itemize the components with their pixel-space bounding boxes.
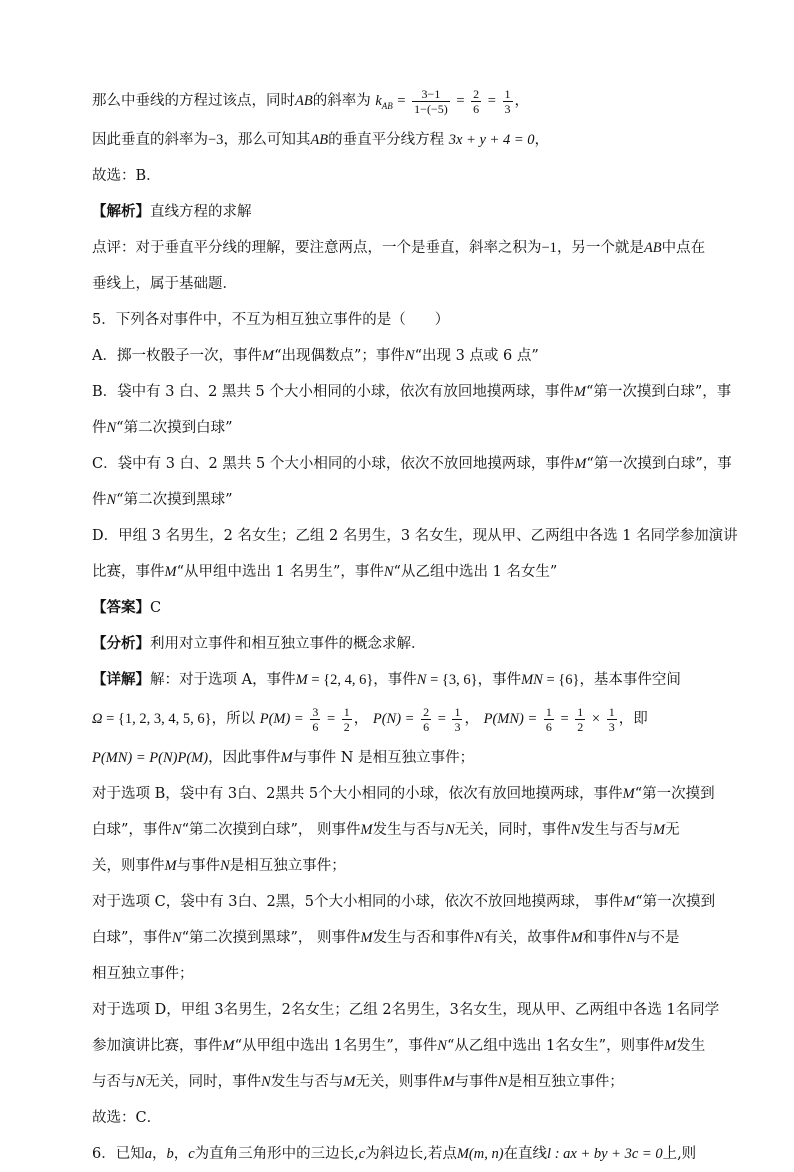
text: ，事件 bbox=[477, 672, 522, 688]
text-line: 故选：C． bbox=[92, 1110, 162, 1126]
math: N bbox=[498, 1074, 508, 1090]
text: “出现 3 点或 6 点” bbox=[414, 348, 539, 364]
text: 无关，同时，事件 bbox=[454, 822, 571, 838]
math: −1 bbox=[541, 240, 557, 256]
text: 为斜边长,若点 bbox=[365, 1146, 457, 1162]
text: 无 bbox=[665, 822, 680, 838]
text: “第一次摸到白球”，事 bbox=[586, 456, 732, 472]
text: ，另一个就是 bbox=[556, 240, 644, 256]
fraction bbox=[310, 705, 320, 734]
math: N bbox=[220, 858, 230, 874]
math: = bbox=[487, 93, 496, 109]
math: M bbox=[164, 858, 177, 874]
text: ， bbox=[534, 132, 549, 148]
text: C bbox=[150, 600, 162, 616]
text: 发生与否与 bbox=[580, 822, 653, 838]
numerator: 1 bbox=[343, 704, 350, 719]
math: M bbox=[573, 384, 586, 400]
text: 的斜率为 bbox=[312, 93, 371, 109]
text-line bbox=[92, 194, 704, 230]
math: c bbox=[188, 1146, 195, 1162]
math: c bbox=[358, 1146, 366, 1162]
text: 中点在 bbox=[661, 240, 706, 256]
text: ， bbox=[464, 711, 479, 727]
text-line bbox=[92, 230, 704, 266]
math: N bbox=[474, 930, 484, 946]
text: “第二次摸到白球”， 则事件 bbox=[181, 822, 361, 838]
math: N bbox=[570, 822, 581, 838]
text-line bbox=[92, 1028, 704, 1064]
text-line bbox=[92, 776, 715, 812]
math: Ω bbox=[92, 711, 103, 727]
denominator: 2 bbox=[343, 719, 350, 734]
math: N bbox=[135, 1074, 146, 1090]
math: AB bbox=[310, 132, 329, 148]
math: M bbox=[623, 894, 636, 910]
math: N bbox=[404, 348, 415, 364]
math: M bbox=[574, 456, 587, 472]
option-c bbox=[92, 446, 732, 482]
text: 与否与 bbox=[92, 1074, 136, 1090]
text: 白球”，事件 bbox=[92, 930, 172, 946]
math: M bbox=[360, 822, 373, 838]
math: M bbox=[652, 822, 666, 838]
option-b bbox=[92, 374, 732, 410]
text: 是相互独立事件； bbox=[229, 858, 346, 874]
math: M bbox=[222, 1038, 235, 1054]
option-a bbox=[92, 338, 704, 374]
text: “从甲组中选出 1名男生”，事件 bbox=[234, 1038, 438, 1054]
fraction bbox=[421, 705, 431, 734]
section-tag: 【分析】 bbox=[92, 635, 150, 652]
text-line: 相互独立事件； bbox=[92, 966, 194, 982]
fraction bbox=[607, 705, 617, 734]
math: l : ax + by + 3c = 0 bbox=[547, 1146, 663, 1162]
math: N bbox=[626, 930, 637, 946]
text-line bbox=[92, 920, 704, 956]
fraction bbox=[544, 705, 554, 734]
text: 为直角三角形中的三边长, bbox=[194, 1146, 359, 1162]
text: 与事件 bbox=[454, 1074, 499, 1090]
text: 发生与否与 bbox=[270, 1074, 344, 1090]
option-d: D．甲组 3 名男生，2 名女生；乙组 2 名男生，3 名女生，现从甲、乙两组中各选 1 名同学参加演讲 bbox=[92, 528, 738, 544]
text: 无关，则事件 bbox=[355, 1074, 443, 1090]
math: M bbox=[622, 786, 635, 802]
text: 关，则事件 bbox=[92, 858, 165, 874]
text: “从甲组中选出 1 名男生”，事件 bbox=[176, 564, 384, 580]
text: ，那么可知其 bbox=[223, 132, 311, 148]
text: ，基本事件空间 bbox=[579, 672, 681, 688]
text-line bbox=[92, 698, 704, 740]
text-line: 对于选项 D，甲组 3名男生，2名女生；乙组 2名男生，3名女生，现从甲、乙两组中各选 1名同学 bbox=[92, 1002, 720, 1018]
text-line bbox=[92, 812, 704, 848]
text: “第一次摸到 bbox=[634, 786, 715, 802]
math: P(MN) = P(N)P(M) bbox=[92, 750, 209, 766]
math: = bbox=[397, 93, 406, 109]
denominator: 6 bbox=[473, 101, 480, 116]
document-body bbox=[92, 80, 738, 1172]
denominator: 3 bbox=[454, 719, 461, 734]
text: B．袋中有 3 白、2 黑共 5 个大小相同的小球，依次有放回地摸两球，事件 bbox=[92, 384, 574, 400]
text: 无关，同时，事件 bbox=[145, 1074, 262, 1090]
text: A．掷一枚骰子一次，事件 bbox=[92, 348, 262, 364]
math: M(m, n) bbox=[456, 1146, 504, 1162]
text: 与事件 N 是相互独立事件； bbox=[292, 750, 475, 766]
math: = bbox=[437, 711, 446, 727]
text: 白球”，事件 bbox=[92, 822, 172, 838]
math: = bbox=[456, 93, 465, 109]
text: ， bbox=[353, 711, 369, 727]
text: 点评：对于垂直平分线的理解，要注意两点，一个是垂直，斜率之积为 bbox=[92, 240, 542, 256]
text: 对于选项 C，袋中有 3白、2黑，5个大小相同的小球，依次不放回地摸两球， 事件 bbox=[92, 894, 624, 910]
text: ， bbox=[151, 1146, 167, 1162]
math: −3 bbox=[208, 132, 224, 148]
text: “第一次摸到白球”，事 bbox=[585, 384, 732, 400]
math: M bbox=[664, 1038, 677, 1054]
analysis-line bbox=[92, 626, 704, 662]
text: 发生 bbox=[676, 1038, 706, 1054]
math: = {1, 2, 3, 4, 5, 6} bbox=[102, 711, 212, 727]
text: ， bbox=[514, 93, 530, 109]
math: P(MN) = bbox=[483, 711, 538, 727]
math: = {6} bbox=[542, 672, 580, 688]
math: N bbox=[445, 822, 455, 838]
text: 解：对于选项 A，事件 bbox=[150, 672, 296, 688]
math: N bbox=[106, 492, 117, 508]
math: N bbox=[171, 822, 182, 838]
fraction bbox=[575, 705, 585, 734]
question-stem bbox=[92, 1136, 704, 1172]
numerator: 1 bbox=[545, 704, 552, 719]
text: 在直线 bbox=[503, 1146, 548, 1162]
math: AB bbox=[295, 93, 313, 109]
math: N bbox=[437, 1038, 447, 1054]
text: 与事件 bbox=[176, 858, 221, 874]
math: M bbox=[295, 672, 308, 688]
text: 发生与否和事件 bbox=[372, 930, 475, 946]
text-line bbox=[92, 122, 704, 158]
denominator: 6 bbox=[312, 719, 319, 734]
text: 件 bbox=[92, 492, 107, 508]
math: N bbox=[171, 930, 182, 946]
fraction bbox=[452, 705, 462, 734]
denominator: 1−(−5) bbox=[414, 101, 448, 116]
numerator: 1 bbox=[504, 86, 511, 101]
math: = bbox=[326, 711, 336, 727]
text-line bbox=[92, 80, 704, 122]
text-line bbox=[92, 1064, 704, 1100]
math: M bbox=[442, 1074, 455, 1090]
text: 有关，故事件 bbox=[483, 930, 571, 946]
math: 3x + y + 4 = 0 bbox=[448, 132, 535, 148]
answer-line bbox=[92, 590, 704, 626]
text: 因此垂直的斜率为 bbox=[92, 132, 208, 148]
section-tag: 【解析】 bbox=[92, 203, 150, 220]
math: = {3, 6} bbox=[426, 672, 478, 688]
text: 和事件 bbox=[582, 930, 627, 946]
text: 6．已知 bbox=[92, 1146, 145, 1162]
denominator: 2 bbox=[577, 719, 584, 734]
text: “从乙组中选出 1名女生”，则事件 bbox=[446, 1038, 665, 1054]
text: 的垂直平分线方程 bbox=[328, 132, 445, 148]
text: 上,则 bbox=[662, 1146, 697, 1162]
text: 那么中垂线的方程过该点，同时 bbox=[92, 93, 295, 109]
text: C．袋中有 3 白、2 黑共 5 个大小相同的小球，依次不放回地摸两球，事件 bbox=[92, 456, 575, 472]
text: 对于选项 B，袋中有 3白、2黑共 5个大小相同的小球，依次有放回地摸两球，事件 bbox=[92, 786, 623, 802]
text-line bbox=[92, 410, 704, 446]
numerator: 2 bbox=[423, 704, 430, 719]
text: “第二次摸到黑球”， 则事件 bbox=[181, 930, 361, 946]
math: a bbox=[144, 1146, 152, 1162]
denominator: 3 bbox=[608, 719, 615, 734]
text: 比赛，事件 bbox=[92, 564, 165, 580]
text-line bbox=[92, 554, 704, 590]
text: 直线方程的求解 bbox=[150, 204, 252, 220]
math: × bbox=[591, 711, 601, 727]
numerator: 3 bbox=[312, 704, 319, 719]
math: M bbox=[343, 1074, 356, 1090]
text: “第二次摸到白球” bbox=[116, 420, 233, 436]
math: = {2, 4, 6} bbox=[307, 672, 374, 688]
numerator: 1 bbox=[608, 704, 615, 719]
text: 发生与否与 bbox=[372, 822, 446, 838]
math: P(N) = bbox=[372, 711, 415, 727]
text: “从乙组中选出 1 名女生” bbox=[393, 564, 558, 580]
numerator: 1 bbox=[454, 704, 461, 719]
denominator: 6 bbox=[423, 719, 430, 734]
text: ，即 bbox=[618, 711, 648, 727]
math: M bbox=[261, 348, 275, 364]
text: “第一次摸到 bbox=[635, 894, 716, 910]
math: M bbox=[280, 750, 293, 766]
math: N bbox=[383, 564, 394, 580]
text: 是相互独立事件； bbox=[507, 1074, 624, 1090]
math: AB bbox=[643, 240, 662, 256]
fraction bbox=[412, 87, 450, 116]
text: ，所以 bbox=[211, 711, 256, 727]
question-stem: 5．下列各对事件中，不互为相互独立事件的是（ ） bbox=[92, 312, 450, 328]
math: N bbox=[416, 672, 427, 688]
text-line bbox=[92, 482, 704, 518]
text: ，因此事件 bbox=[208, 750, 281, 766]
fraction bbox=[503, 87, 513, 116]
math: N bbox=[106, 420, 117, 436]
detail-line bbox=[92, 662, 704, 698]
text: ，事件 bbox=[373, 672, 417, 688]
text-line: 垂线上，属于基础题． bbox=[92, 276, 237, 292]
numerator: 2 bbox=[473, 86, 480, 101]
math: b bbox=[166, 1146, 174, 1162]
denominator: 3 bbox=[504, 101, 511, 116]
text: 与不是 bbox=[636, 930, 680, 946]
numerator: 1 bbox=[577, 704, 584, 719]
text: “出现偶数点”；事件 bbox=[274, 348, 405, 364]
text-line bbox=[92, 740, 704, 776]
text-line: 故选：B． bbox=[92, 168, 161, 184]
fraction bbox=[342, 705, 352, 734]
math: P(M) = bbox=[259, 711, 304, 727]
math: = bbox=[560, 711, 569, 727]
text: 参加演讲比赛，事件 bbox=[92, 1038, 223, 1054]
math: M bbox=[360, 930, 373, 946]
text: “第二次摸到黑球” bbox=[116, 492, 233, 508]
math: M bbox=[570, 930, 583, 946]
text-line bbox=[92, 848, 704, 884]
math: k bbox=[375, 93, 382, 109]
text-line bbox=[92, 884, 716, 920]
math: MN bbox=[521, 672, 543, 688]
text: 利用对立事件和相互独立事件的概念求解． bbox=[150, 636, 426, 652]
math: M bbox=[164, 564, 177, 580]
section-tag: 【答案】 bbox=[92, 599, 150, 616]
numerator: 3−1 bbox=[412, 87, 450, 102]
math: N bbox=[261, 1074, 271, 1090]
math-subscript: AB bbox=[381, 100, 393, 111]
fraction bbox=[471, 87, 481, 116]
text: 件 bbox=[92, 420, 107, 436]
text: ， bbox=[173, 1146, 189, 1162]
denominator: 6 bbox=[545, 719, 552, 734]
section-tag: 【详解】 bbox=[92, 671, 150, 688]
